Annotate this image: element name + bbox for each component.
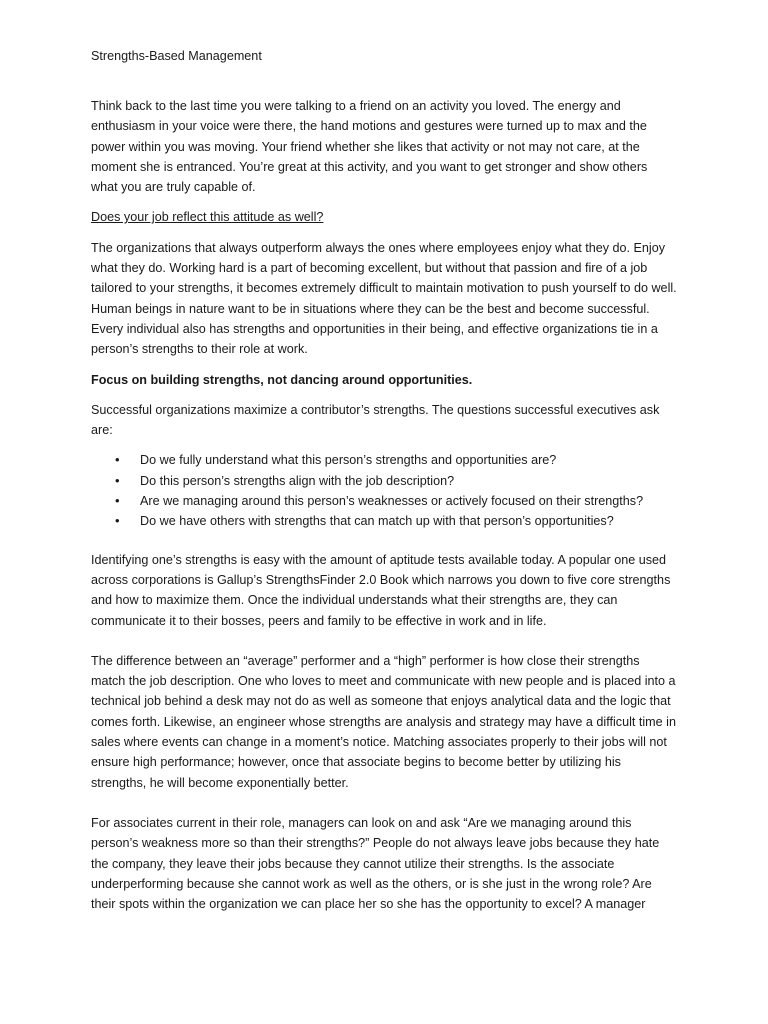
bullet-item: • Are we managing around this person’s weaknesses or actively focused on their strengths? xyxy=(115,491,677,511)
paragraph-successful-organizations: Successful organizations maximize a contributor’s strengths. The questions successful executives ask are: xyxy=(91,402,660,438)
document-title: Strengths-Based Management xyxy=(91,49,262,63)
questions-bullet-list xyxy=(91,450,677,531)
paragraph-average-vs-high: The difference between an “average” performer and a “high” performer is how close their strengths match the job description. One who loves to meet and communicate with new people and is placed into a technical job behind a desk may not do as well as someone that enjoys analytical data and the logic that comes forth. Likewise, an engineer whose strengths are analysis and strategy may have a difficult time in sales where events can change in a moment’s notice. Matching associates properly to their jobs will not ensure high performance; however, once that associate begins to become better by utilizing his strengths, he will become exponentially better. xyxy=(91,653,676,790)
paragraph-organizations: The organizations that always outperform always the ones where employees enjoy what they do. Enjoy what they do. Working hard is a part of becoming excellent, but without that passion and fire of a job tailored to your strengths, it becomes extremely difficult to maintain motivation to push yourself to do well. Human beings in nature want to be in situations where they can be the best and become successful. Every individual also has strengths and opportunities in their being, and effective organizations tie in a person’s strengths to their role at work. xyxy=(91,240,677,357)
bullet-item: • Do this person’s strengths align with the job description? xyxy=(115,471,677,491)
bullet-item: • Do we fully understand what this person’s strengths and opportunities are? xyxy=(115,450,677,470)
document-page xyxy=(91,46,677,924)
paragraph-identifying-strengths: Identifying one’s strengths is easy with the amount of aptitude tests available today. A popular one used across corporations is Gallup’s StrengthsFinder 2.0 Book which narrows you down to five core strengths and how to maximize them. Once the individual understands what their strengths are, they can communicate it to their bosses, peers and family to be effective in work and in life. xyxy=(91,552,671,628)
section-heading-job-attitude: Does your job reflect this attitude as well? xyxy=(91,210,324,225)
paragraph-intro: Think back to the last time you were talking to a friend on an activity you loved. The energy and enthusiasm in your voice were there, the hand motions and gestures were turned up to max and the power within you was moving. Your friend whether she likes that activity or not may not care, at the moment she is entranced. You’re great at this activity, and you want to get stronger and show others what you are truly capable of. xyxy=(91,99,648,195)
section-heading-focus-strengths: Focus on building strengths, not dancing around opportunities. xyxy=(91,372,473,387)
paragraph-current-associates: For associates current in their role, managers can look on and ask “Are we managing around this person’s weakness more so than their strengths?” People do not always leave jobs because they hate the company, they leave their jobs because they cannot utilize their strengths. Is the associate underperforming because she cannot work as well as the others, or is she just in the wrong role? Are their spots within the organization we can place her so she has the opportunity to excel? A manager xyxy=(91,815,660,912)
bullet-item: • Do we have others with strengths that can match up with that person’s opportunities? xyxy=(115,511,677,531)
